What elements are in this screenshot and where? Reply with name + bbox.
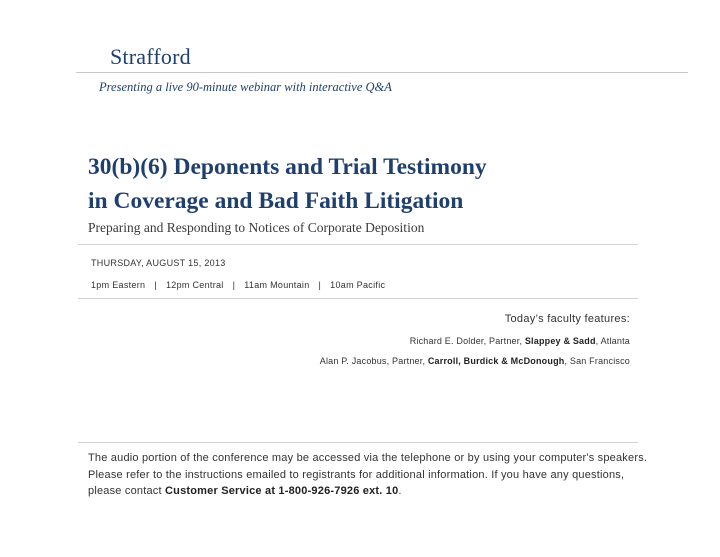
time-pacific: 10am Pacific — [330, 280, 386, 290]
tagline: Presenting a live 90-minute webinar with interactive Q&A — [99, 80, 392, 94]
audio-text: The audio portion of the conference may be accessed via the telephone or by using your computer's speakers. Please refer to the instructions emailed to registrants for additional information. If you have any questions, please contact — [88, 452, 648, 497]
faculty-location: , Atlanta — [595, 336, 630, 346]
subtitle: Preparing and Responding to Notices of Corporate Deposition — [88, 220, 425, 235]
faculty-firm: Carroll, Burdick & McDonough — [427, 356, 565, 366]
faculty-heading: Today’s faculty features: — [504, 313, 630, 325]
time-separator: | — [154, 280, 157, 290]
audio-end: . — [398, 485, 402, 497]
faculty-name-role: Richard E. Dolder, Partner, — [409, 336, 525, 346]
title-line-2: in Coverage and Bad Faith Litigation — [88, 188, 464, 214]
time-separator: | — [318, 280, 322, 290]
faculty-member — [410, 336, 630, 346]
divider — [78, 244, 638, 245]
title-line-1: 30(b)(6) Deponents and Trial Testimony — [88, 154, 487, 180]
time-mountain: 11am Mountain — [244, 280, 310, 290]
divider — [78, 298, 638, 299]
divider — [78, 442, 638, 443]
strafford-logo: Strafford — [110, 44, 191, 69]
time-central: 12pm Central — [165, 280, 224, 290]
time-separator: | — [232, 280, 236, 290]
customer-service-contact: Customer Service at 1-800-926-7926 ext. 10 — [165, 485, 399, 497]
audio-instructions — [88, 450, 648, 500]
header-divider — [76, 72, 688, 73]
faculty-location: , San Francisco — [564, 356, 630, 366]
webinar-date: THURSDAY, AUGUST 15, 2013 — [91, 258, 226, 268]
faculty-name-role: Alan P. Jacobus, Partner, — [319, 356, 428, 366]
time-eastern: 1pm Eastern — [91, 280, 146, 290]
faculty-member — [320, 356, 630, 366]
faculty-firm: Slappey & Sadd — [524, 336, 596, 346]
webinar-times — [91, 280, 385, 290]
